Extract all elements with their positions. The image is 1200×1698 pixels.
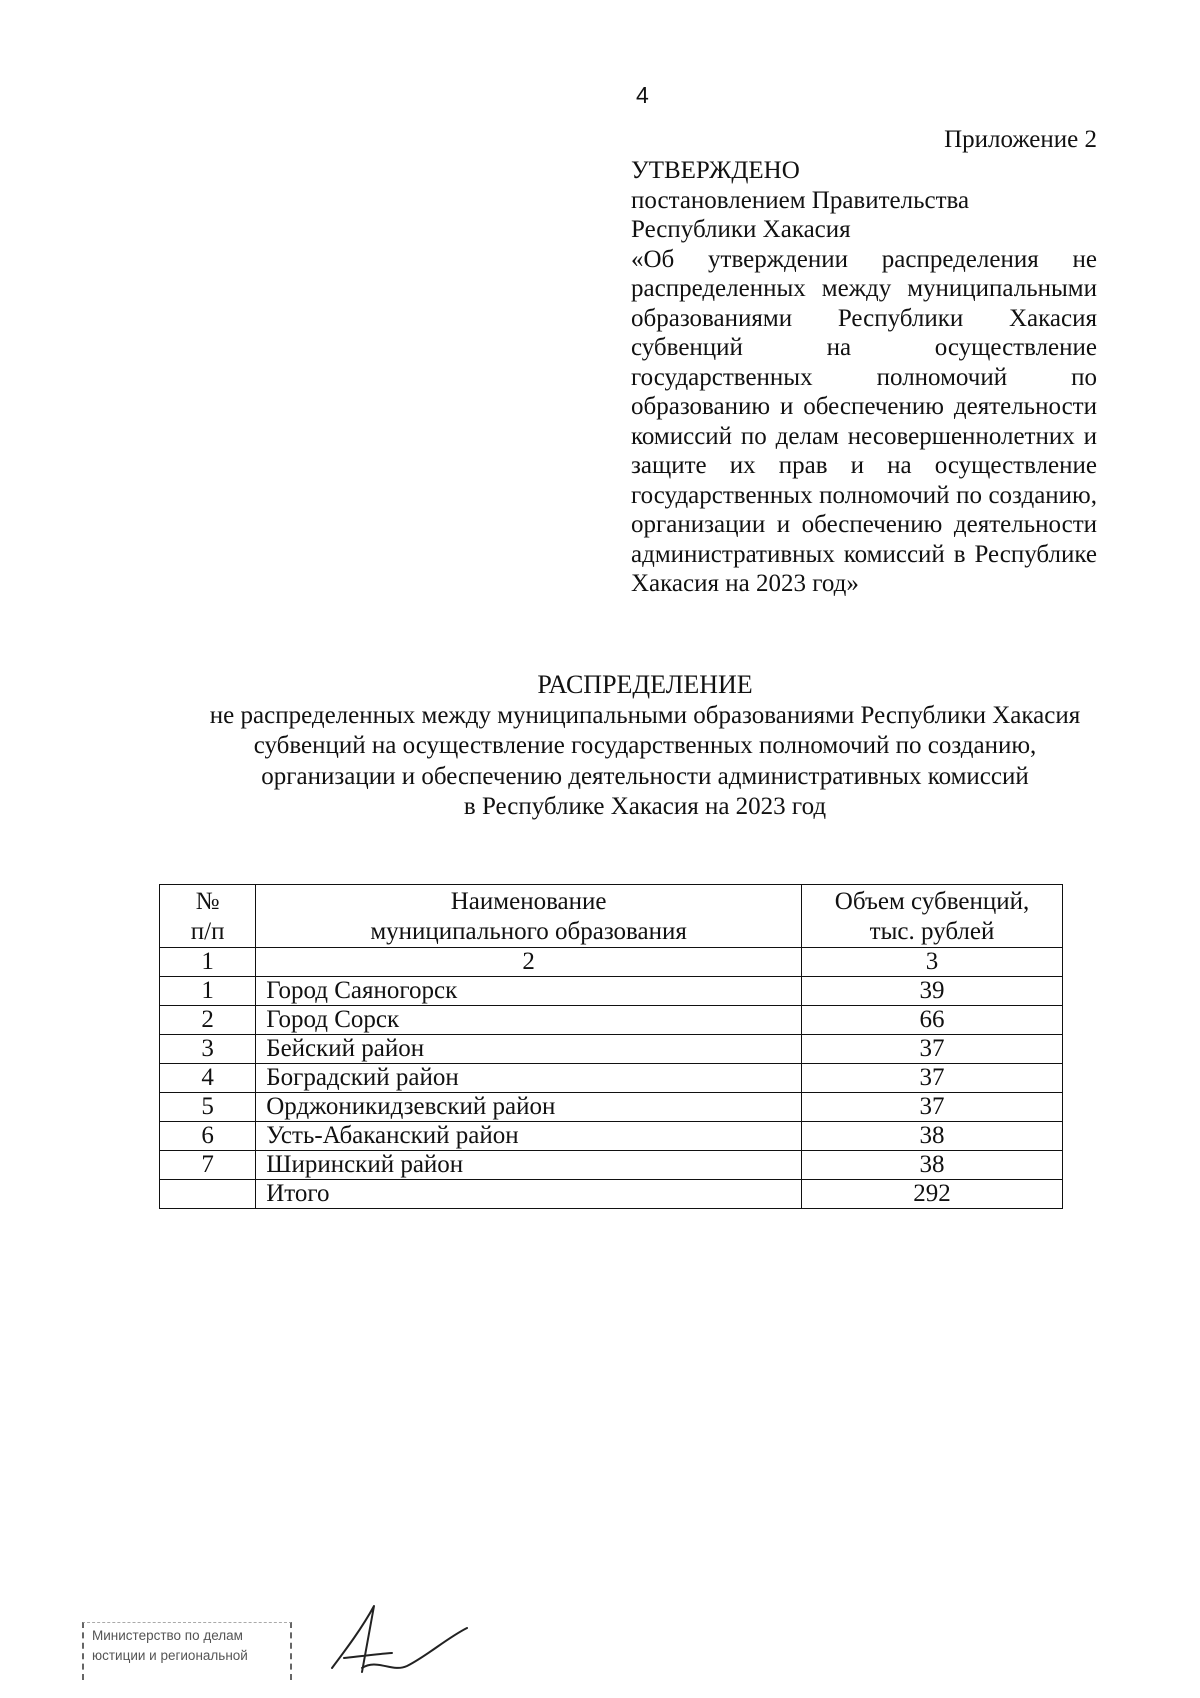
row-name: Город Саяногорск [256, 977, 802, 1006]
row-number: 1 [160, 977, 256, 1006]
row-amount: 39 [802, 977, 1063, 1006]
total-number-empty [160, 1180, 256, 1209]
signature-icon [322, 1598, 472, 1678]
row-amount: 38 [802, 1151, 1063, 1180]
row-amount: 38 [802, 1122, 1063, 1151]
header-number [160, 885, 256, 948]
document-subtitle-1: не распределенных между муниципальными образованиями Республики Хакасия [209, 701, 1081, 729]
approval-by-line-1: постановлением Правительства [631, 186, 970, 214]
table-row [160, 1006, 1063, 1035]
row-amount: 37 [802, 1064, 1063, 1093]
header-amount-line-2: тыс. рублей [869, 918, 995, 945]
row-name: Орджоникидзевский район [256, 1093, 802, 1122]
row-number: 6 [160, 1122, 256, 1151]
column-index: 2 [256, 948, 802, 977]
document-subtitle-3: организации и обеспечению деятельности административных комиссий [261, 762, 1029, 790]
document-title: РАСПРЕДЕЛЕНИЕ [537, 670, 753, 699]
total-label: Итого [256, 1180, 802, 1209]
document-subtitle-4: в Республике Хакасия на 2023 год [463, 793, 827, 820]
row-name: Город Сорск [256, 1006, 802, 1035]
row-name: Усть-Абаканский район [256, 1122, 802, 1151]
approval-block [631, 156, 1097, 599]
row-amount: 37 [802, 1093, 1063, 1122]
row-amount: 37 [802, 1035, 1063, 1064]
appendix-label: Приложение 2 [944, 126, 1097, 153]
table-row [160, 977, 1063, 1006]
total-amount: 292 [802, 1180, 1063, 1209]
row-name: Боградский район [256, 1064, 802, 1093]
row-number: 7 [160, 1151, 256, 1180]
table-row [160, 1151, 1063, 1180]
row-number: 3 [160, 1035, 256, 1064]
page-number: 4 [636, 82, 649, 108]
header-number-line-2: п/п [190, 918, 225, 945]
decree-title: «Об утверждении распределения не распределенных между муниципальными образованиями Республики Хакасия субвенций на осуществление государственных полномочий по образованию и обеспечению деятельности комиссий по делам несовершеннолетних и защите их прав и на осуществление государственных полномочий по созданию, организации и обеспечению деятельности административных комиссий в Республике Хакасия на 2023 год» [631, 245, 1097, 597]
document-heading [150, 670, 1140, 823]
stamp-line-2: юстиции и региональной [92, 1648, 248, 1663]
header-name [256, 885, 802, 948]
column-index: 1 [160, 948, 256, 977]
row-amount: 66 [802, 1006, 1063, 1035]
registration-stamp [82, 1622, 292, 1680]
header-name-line-1: Наименование [450, 888, 607, 915]
column-index: 3 [802, 948, 1063, 977]
header-amount [802, 885, 1063, 948]
document-subtitle-2: субвенций на осуществление государственных полномочий по созданию, [253, 732, 1037, 759]
stamp-line-1: Министерство по делам [92, 1628, 243, 1643]
table-header-row [160, 885, 1063, 948]
table-row [160, 1064, 1063, 1093]
table-row [160, 1122, 1063, 1151]
table-row [160, 1093, 1063, 1122]
distribution-table [159, 884, 1063, 1209]
header-number-line-1: № [195, 888, 220, 915]
header-name-line-2: муниципального образования [370, 918, 687, 945]
column-index-row [160, 948, 1063, 977]
row-number: 5 [160, 1093, 256, 1122]
approval-by-line-2: Республики Хакасия [631, 216, 851, 243]
table-row [160, 1035, 1063, 1064]
row-number: 2 [160, 1006, 256, 1035]
row-name: Ширинский район [256, 1151, 802, 1180]
row-number: 4 [160, 1064, 256, 1093]
approved-word: УТВЕРЖДЕНО [631, 157, 800, 184]
header-amount-line-1: Объем субвенций, [834, 888, 1030, 915]
total-row [160, 1180, 1063, 1209]
row-name: Бейский район [256, 1035, 802, 1064]
